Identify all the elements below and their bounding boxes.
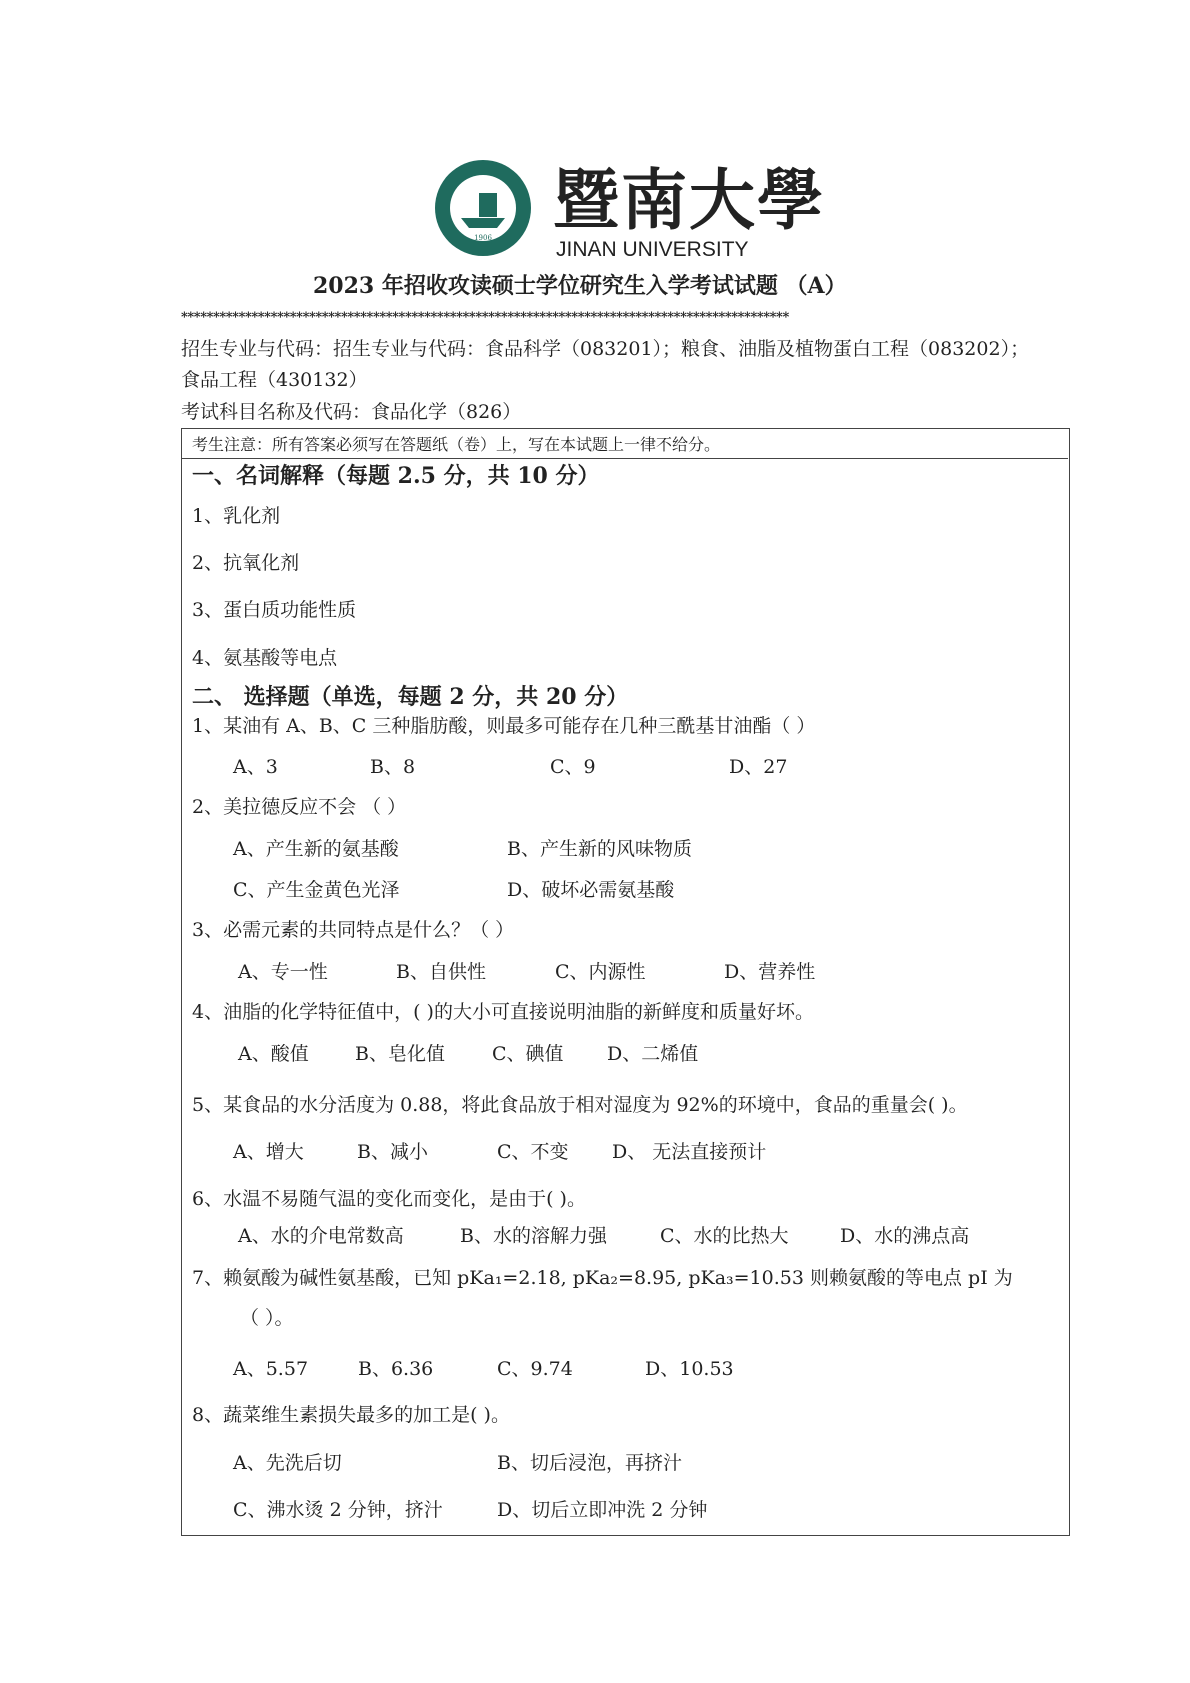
term-item: 2、抗氧化剂 — [192, 552, 300, 574]
option-a: A、水的介电常数高 — [238, 1225, 404, 1247]
option-d: D、营养性 — [724, 961, 816, 983]
option-a: A、专一性 — [238, 961, 328, 983]
question-text: 7、赖氨酸为碱性氨基酸，已知 pKa₁=2.18, pKa₂=8.95, pKa₃=10.53 则赖氨酸的等电点 pI 为 — [192, 1267, 1013, 1289]
option-d: D、水的沸点高 — [840, 1225, 970, 1247]
option-a: A、先洗后切 — [233, 1452, 342, 1474]
question-text: 2、美拉德反应不会 （ ） — [192, 796, 407, 818]
notice-text: 考生注意：所有答案必须写在答题纸（卷）上，写在本试题上一律不给分。 — [192, 435, 721, 454]
section1-heading: 一、名词解释（每题 2.5 分，共 10 分） — [192, 463, 600, 489]
option-d: D、破坏必需氨基酸 — [507, 879, 675, 901]
option-c: C、9.74 — [497, 1358, 573, 1380]
option-b: B、产生新的风味物质 — [507, 838, 692, 860]
major-line-1: 招生专业与代码：招生专业与代码：食品科学（083201）；粮食、油脂及植物蛋白工程（083202）； — [181, 338, 1030, 360]
question-text: 3、必需元素的共同特点是什么？（ ） — [192, 919, 515, 941]
option-d: D、二烯值 — [607, 1043, 699, 1065]
university-seal-logo — [433, 158, 533, 258]
exam-title: 2023 年招收攻读硕士学位研究生入学考试试题 （A） — [313, 273, 847, 299]
term-item: 4、氨基酸等电点 — [192, 647, 338, 669]
option-c: C、9 — [550, 756, 596, 778]
option-c: C、沸水烫 2 分钟，挤汁 — [233, 1499, 443, 1521]
option-a: A、5.57 — [233, 1358, 309, 1380]
option-b: B、减小 — [357, 1141, 428, 1163]
option-b: B、切后浸泡，再挤汁 — [497, 1452, 682, 1474]
option-d: D、10.53 — [645, 1358, 734, 1380]
option-c: C、水的比热大 — [660, 1225, 789, 1247]
option-d: D、切后立即冲洗 2 分钟 — [497, 1499, 708, 1521]
option-c: C、产生金黄色光泽 — [233, 879, 400, 901]
question-text: 6、水温不易随气温的变化而变化，是由于( )。 — [192, 1188, 586, 1210]
option-c: C、内源性 — [555, 961, 646, 983]
option-c: C、不变 — [497, 1141, 569, 1163]
option-a: A、3 — [233, 756, 278, 778]
option-a: A、酸值 — [238, 1043, 309, 1065]
svg-text:1906: 1906 — [474, 234, 492, 242]
question-text: 8、蔬菜维生素损失最多的加工是( )。 — [192, 1404, 510, 1426]
option-b: B、自供性 — [396, 961, 486, 983]
logo-chinese: 暨南大學 — [553, 161, 825, 239]
option-d: D、 无法直接预计 — [612, 1141, 767, 1163]
logo-english: JINAN UNIVERSITY — [556, 238, 749, 261]
option-a: A、产生新的氨基酸 — [233, 838, 399, 860]
question-text-continued: （ ）。 — [240, 1307, 294, 1329]
option-c: C、碘值 — [492, 1043, 564, 1065]
option-d: D、27 — [729, 756, 788, 778]
option-b: B、8 — [370, 756, 416, 778]
option-b: B、6.36 — [358, 1358, 434, 1380]
question-text: 5、某食品的水分活度为 0.88，将此食品放于相对湿度为 92%的环境中，食品的重量会( )。 — [192, 1094, 968, 1116]
question-text: 1、某油有 A、B、C 三种脂肪酸，则最多可能存在几种三酰基甘油酯（ ） — [192, 715, 816, 737]
section2-heading: 二、 选择题（单选，每题 2 分，共 20 分） — [192, 684, 629, 710]
option-a: A、增大 — [233, 1141, 304, 1163]
subject-line: 考试科目名称及代码：食品化学（826） — [181, 401, 522, 423]
major-line-2: 食品工程（430132） — [181, 369, 368, 391]
star-divider: *********************************************************************************************** — [181, 310, 789, 325]
option-b: B、皂化值 — [355, 1043, 445, 1065]
option-b: B、水的溶解力强 — [460, 1225, 607, 1247]
term-item: 3、蛋白质功能性质 — [192, 599, 357, 621]
term-item: 1、乳化剂 — [192, 505, 281, 527]
question-text: 4、油脂的化学特征值中，( )的大小可直接说明油脂的新鲜度和质量好坏。 — [192, 1001, 814, 1023]
